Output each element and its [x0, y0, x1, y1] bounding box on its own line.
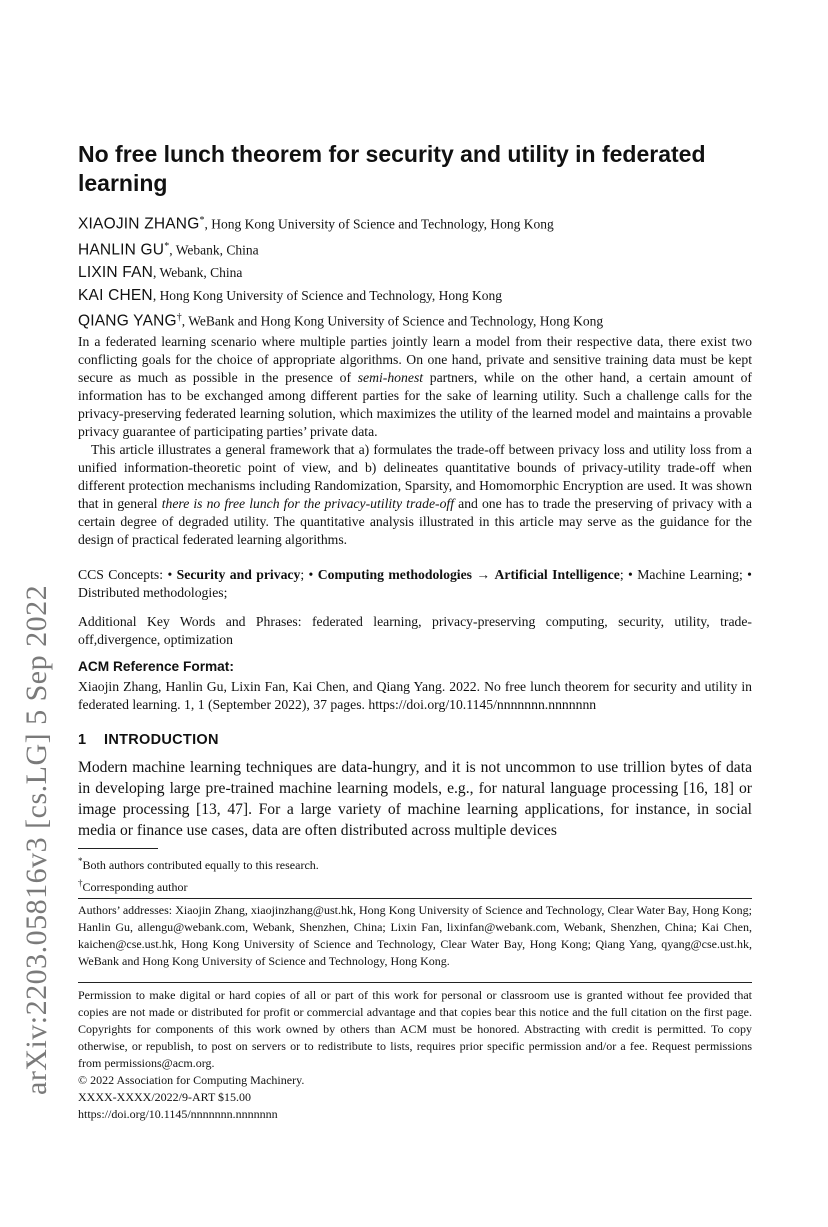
acm-reference-heading: ACM Reference Format:: [78, 659, 234, 674]
author-entry: [78, 210, 752, 236]
ccs-label: CCS Concepts: •: [78, 567, 177, 582]
authors-addresses: Authors’ addresses: Xiaojin Zhang, xiaojinzhang@ust.hk, Hong Kong University of Science and Technology, Clear Water Bay, Hong Kong; Hanlin Gu, allengu@webank.com, Webank, Shenzhen, China; Lixin Fan, lixinfan@webank.com, Webank, Shenzhen, China; Kai Chen, kaichen@cse.ust.hk, Hong Kong University of Science and Technology, Clear Water Bay, Hong Kong; Qiang Yang, qyang@cse.ust.hk, WeBank and Hong Kong University of Science and Technology, Hong Kong.: [78, 903, 752, 968]
abstract-text: This article illustrates a general framework that a) formulates the trade-off between privacy loss and utility loss from a unified information-theoretic point of view, and b) delineates quantitative bounds of privacy-utility trade-off when different protection mechanisms including Randomization, Sparsity, and Homomorphic Encryption are used. It was shown that in general: [78, 442, 752, 511]
author-name: KAI CHEN: [78, 286, 153, 304]
footnotes: [78, 852, 319, 896]
footnote-mark: *: [78, 856, 83, 866]
author-name: XIAOJIN ZHANG: [78, 215, 200, 233]
author-name: QIANG YANG: [78, 312, 177, 330]
permission-divider: [78, 982, 752, 983]
abstract-paragraph: [78, 333, 752, 441]
section-title: INTRODUCTION: [104, 732, 219, 748]
author-list: [78, 210, 752, 333]
author-entry: [78, 262, 752, 285]
introduction-text: Modern machine learning techniques are data-hungry, and it is not uncommon to use trillion bytes of data in developing large pre-trained machine learning models, e.g., for natural language processing [16, 18] or image processing [13, 47]. For a large variety of machine learning applications, for instance, in social media or finance use cases, data are often distributed across multiple devices: [78, 759, 752, 839]
title-line-1: No free lunch theorem for security and utility in federated: [78, 141, 706, 167]
permission-block: [78, 987, 752, 1123]
footnote: [78, 852, 319, 874]
arxiv-identifier-stamp: arXiv:2203.05816v3 [cs.LG] 5 Sep 2022: [20, 584, 53, 1095]
author-entry: [78, 236, 752, 262]
abstract-text: partners, while on the other hand, a certain amount of information has to be exchanged among different parties for the sake of learning utility. Such a challenge calls for the privacy-preserving federated learning solution, which maximizes the utility of the learned model and maintains a provable privacy guarantee of participating parties’ private data.: [78, 370, 752, 439]
addresses-divider: [78, 898, 752, 899]
ccs-arrow: →: [472, 567, 495, 582]
acm-reference-text: Xiaojin Zhang, Hanlin Gu, Lixin Fan, Kai Chen, and Qiang Yang. 2022. No free lunch theorem for security and utility in federated learning. 1, 1 (September 2022), 37 pages. https://doi.org/10.1145/nnnnnnn.nnnnnnn: [78, 679, 752, 712]
title-line-2: learning: [78, 170, 168, 196]
author-affiliation: , Hong Kong University of Science and Technology, Hong Kong: [152, 287, 503, 303]
ccs-separator: ; •: [300, 567, 318, 582]
author-affiliation: , Hong Kong University of Science and Technology, Hong Kong: [204, 216, 554, 232]
footnote: [78, 874, 319, 896]
section-heading: [78, 732, 219, 748]
author-name: LIXIN FAN: [78, 264, 154, 281]
ccs-tail: ; • Machine Learning; • Distributed methodologies;: [78, 567, 752, 600]
section-number: 1: [78, 732, 87, 748]
footnote-mark: †: [78, 878, 83, 888]
abstract-text: In a federated learning scenario where multiple parties jointly learn a model from their respective data, there exist two conflicting goals for the choice of appropriate algorithms. On one hand, private and sensitive training data must be kept secure as much as possible in the presence of: [78, 334, 752, 385]
author-mark: †: [176, 312, 182, 323]
author-affiliation: , WeBank and Hong Kong University of Science and Technology, Hong Kong: [181, 313, 604, 329]
abstract-paragraph: [78, 441, 752, 549]
author-name: HANLIN GU: [78, 241, 165, 259]
author-affiliation: , Webank, China: [169, 242, 259, 258]
abstract-emphasis: there is no free lunch for the privacy-utility trade-off: [161, 496, 455, 511]
author-mark: *: [199, 215, 205, 226]
ccs-concept: Artificial Intelligence: [494, 567, 620, 582]
copyright-line: © 2022 Association for Computing Machinery.: [78, 1073, 305, 1087]
author-affiliation: , Webank, China: [153, 265, 243, 280]
ccs-concepts: [78, 566, 752, 602]
paper-title: [78, 140, 752, 198]
author-mark: *: [164, 241, 170, 252]
doi-link[interactable]: https://doi.org/10.1145/nnnnnnn.nnnnnnn: [78, 1107, 278, 1121]
author-entry: [78, 285, 752, 308]
article-code: XXXX-XXXX/2022/9-ART $15.00: [78, 1090, 252, 1104]
author-entry: [78, 307, 752, 333]
permission-text: Permission to make digital or hard copies of all or part of this work for personal or classroom use is granted without fee provided that copies are not made or distributed for profit or commercial advantage and that copies bear this notice and the full citation on the first page. Copyrights for components of this work owned by others than ACM must be honored. Abstracting with credit is permitted. To copy otherwise, or republish, to post on servers or to redistribute to lists, requires prior specific permission and/or a fee. Request permissions from permissions@acm.org.: [78, 988, 752, 1070]
abstract-emphasis: semi-honest: [357, 370, 424, 385]
footnote-text: Both authors contributed equally to this research.: [82, 858, 319, 872]
footnote-divider: [78, 848, 158, 849]
abstract-text: and one has to trade the preserving of privacy with a certain degree of degraded utility. The quantitative analysis illustrated in this article may serve as the guidance for the design of practical federated learning algorithms.: [78, 496, 753, 547]
keywords: Additional Key Words and Phrases: federated learning, privacy-preserving computing, security, utility, trade-off,divergence, optimization: [78, 614, 752, 647]
ccs-concept: Security and privacy: [176, 567, 301, 582]
ccs-concept: Computing methodologies: [317, 567, 472, 582]
footnote-text: Corresponding author: [82, 880, 188, 894]
abstract: [78, 333, 752, 549]
